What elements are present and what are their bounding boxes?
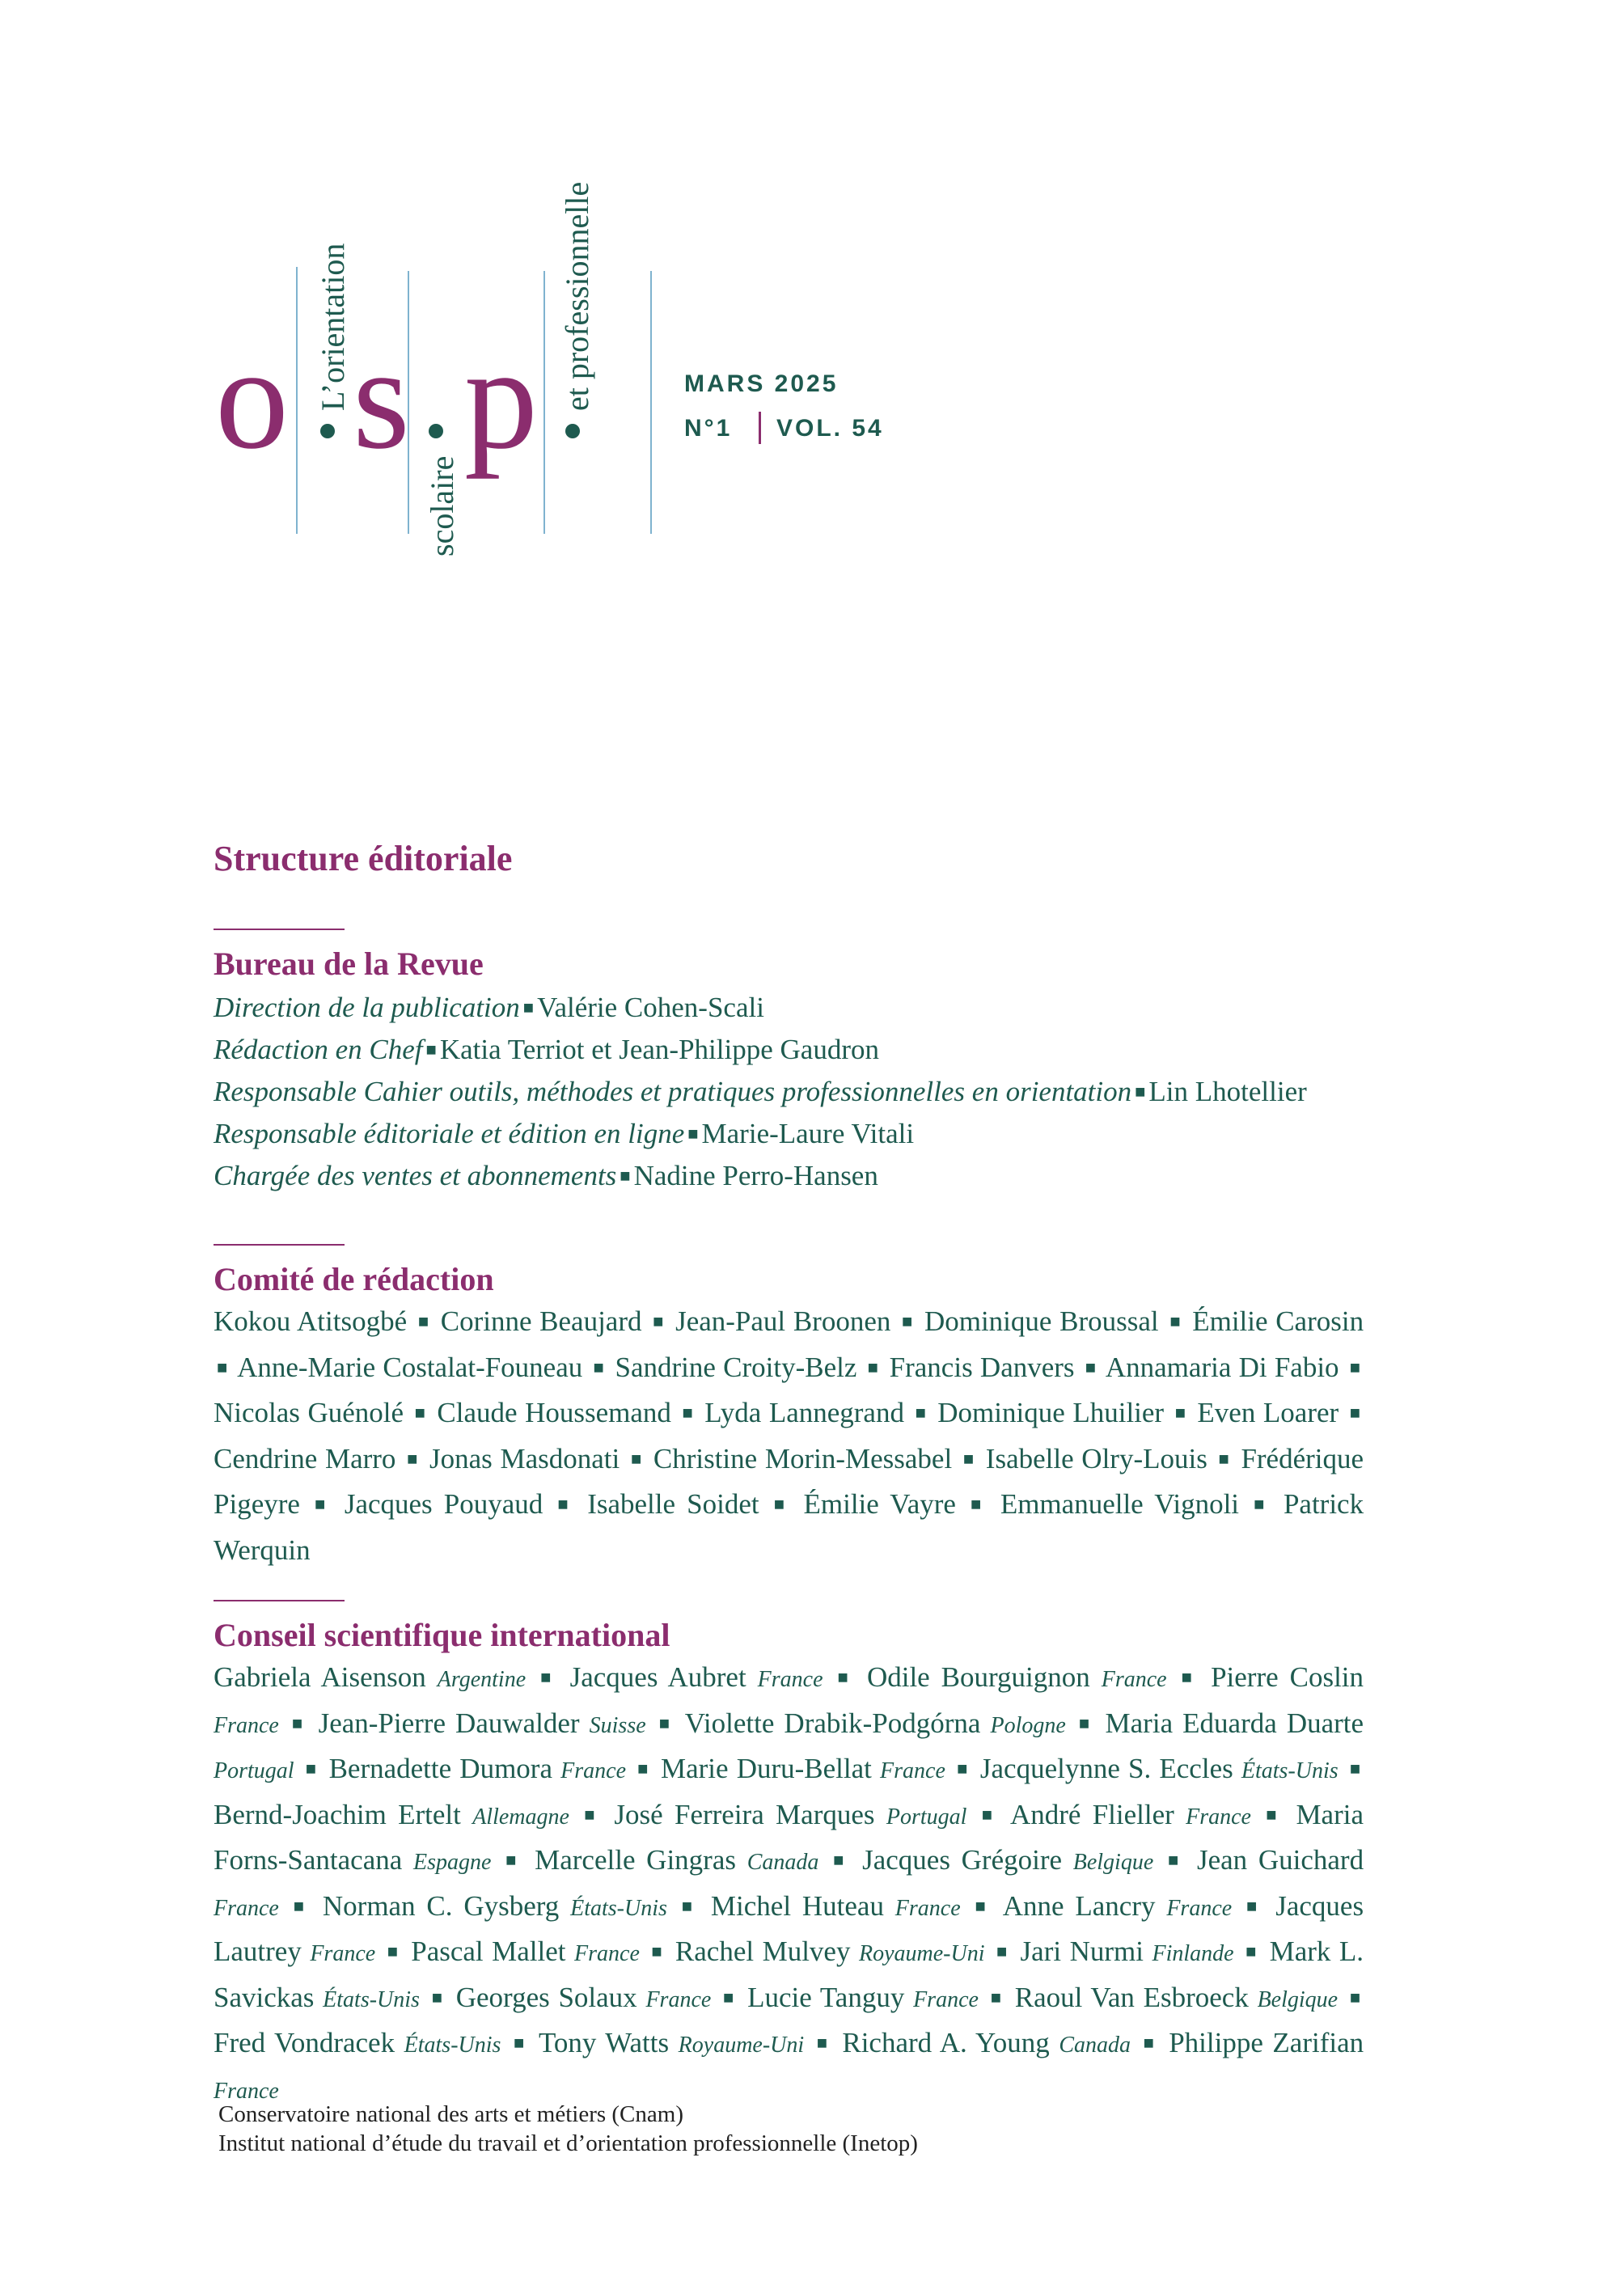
- conseil-member-country: France: [214, 1895, 279, 1921]
- comite-member-list: [214, 1301, 1364, 1572]
- bureau-role: Responsable éditoriale et édition en ligne: [214, 1118, 685, 1149]
- comite-member: Dominique Broussal: [924, 1305, 1159, 1337]
- conseil-member-country: Finlande: [1152, 1941, 1234, 1966]
- conseil-member-country: Suisse: [589, 1712, 646, 1738]
- conseil-member-country: France: [894, 1895, 961, 1921]
- conseil-member-name: Pascal Mallet: [411, 1936, 566, 1967]
- comite-member: Émilie Vayre: [803, 1488, 956, 1520]
- conseil-member-country: France: [1166, 1895, 1233, 1921]
- bureau-row: Direction de la publication ■ Valérie Cohen-Scali: [214, 992, 764, 1023]
- conseil-member-country: France: [913, 1986, 979, 2012]
- separator-square: ■: [1143, 2033, 1157, 2053]
- logo-dot-3: [565, 424, 580, 438]
- separator-square: ■: [996, 1941, 1009, 1961]
- conseil-member-name: Rachel Mulvey: [675, 1936, 851, 1967]
- separator-square: ■: [593, 1356, 605, 1377]
- separator-square: ■: [1246, 1895, 1262, 1916]
- conseil-member-name: Marie Duru-Bellat: [661, 1753, 872, 1784]
- section-rule-conseil: [214, 1600, 345, 1601]
- bureau-names: Katia Terriot et Jean-Philippe Gaudron: [439, 1034, 879, 1065]
- separator-square: ■: [1245, 1941, 1258, 1961]
- conseil-member-name: Anne Lancry: [1002, 1889, 1156, 1922]
- separator-square: ■: [1078, 1712, 1093, 1733]
- conseil-member-country: France: [645, 1986, 712, 2012]
- separator-square: ■: [653, 1311, 665, 1331]
- footer-institution-1: Conservatoire national des arts et métiers (Cnam): [218, 2101, 683, 2127]
- bureau-row: Chargée des ventes et abonnements ■ Nadine Perro-Hansen: [214, 1160, 878, 1191]
- conseil-member-name: Gabriela Aisenson: [214, 1661, 426, 1693]
- issue-divider: [759, 412, 761, 444]
- separator-square: ■: [1181, 1667, 1197, 1687]
- comite-member: Christine Morin-Messabel: [653, 1442, 953, 1474]
- conseil-member-country: France: [214, 1712, 279, 1738]
- issue-volume: VOL. 54: [776, 415, 884, 442]
- separator-square: ■: [414, 1402, 426, 1423]
- comite-member: Dominique Lhuilier: [937, 1397, 1165, 1428]
- conseil-member-country: France: [1101, 1667, 1167, 1692]
- logo-dot-2: [429, 424, 443, 438]
- separator-square: ■: [957, 1758, 969, 1779]
- conseil-member-country: France: [1186, 1804, 1251, 1830]
- separator-square: ■: [990, 1986, 1003, 2007]
- separator-square: ■: [915, 1402, 927, 1423]
- conseil-member-name: Jacques Lautrey: [214, 1889, 1364, 1967]
- separator-square: ■: [417, 1311, 430, 1331]
- separator-square: ■: [682, 1402, 694, 1423]
- separator-square: ■: [630, 1448, 643, 1469]
- conseil-member-name: Bernd-Joachim Ertelt: [214, 1798, 461, 1830]
- conseil-member-name: Bernadette Dumora: [328, 1753, 552, 1784]
- logo-letter-s: s: [353, 317, 410, 480]
- separator-square: ■: [1349, 1356, 1361, 1377]
- conseil-member-country: Canada: [1059, 2033, 1131, 2058]
- conseil-member-name: Philippe Zarifian: [1169, 2027, 1364, 2058]
- separator-square: ■: [291, 1712, 306, 1733]
- comite-member: Jean-Paul Broonen: [675, 1305, 891, 1337]
- logo-rule-4: [650, 271, 652, 534]
- separator-square: ■: [513, 2033, 527, 2053]
- comite-member: Nicolas Guénolé: [214, 1397, 404, 1428]
- separator-square: ■: [540, 1667, 556, 1687]
- separator-square: ■: [293, 1895, 309, 1916]
- separator-square: ■: [723, 1986, 736, 2007]
- conseil-member-name: Norman C. Gysberg: [322, 1889, 560, 1922]
- logo-word-scolaire: scolaire: [424, 455, 460, 556]
- separator-square: ■: [315, 1494, 330, 1514]
- conseil-member-name: Georges Solaux: [455, 1981, 637, 2013]
- separator-square: ■: [1085, 1356, 1097, 1377]
- separator-square: ■: [837, 1667, 852, 1687]
- bureau-role: Responsable Cahier outils, méthodes et pratiques professionnelles en orientation: [214, 1076, 1132, 1107]
- conseil-member-name: Mark L. Savickas: [214, 1936, 1364, 2013]
- conseil-heading: Conseil scientifique international: [214, 1617, 670, 1653]
- separator-square: ■: [975, 1895, 990, 1916]
- comite-member: Francis Danvers: [889, 1351, 1075, 1383]
- bureau-row: Responsable éditoriale et édition en ligne ■ Marie-Laure Vitali: [214, 1118, 915, 1149]
- separator-square: ■: [816, 2033, 830, 2053]
- bureau-role: Chargée des ventes et abonnements: [214, 1160, 617, 1191]
- bureau-heading: Bureau de la Revue: [214, 946, 484, 982]
- separator-square: ■: [431, 1986, 444, 2007]
- conseil-member-country: Espagne: [412, 1850, 492, 1875]
- logo-rule-3: [543, 271, 545, 534]
- separator-square: ■: [387, 1941, 400, 1961]
- logo-letter-p: p: [464, 317, 538, 480]
- comite-member: Even Loarer: [1197, 1397, 1339, 1428]
- comite-member: Jonas Masdonati: [429, 1442, 620, 1474]
- conseil-member-name: Raoul Van Esbroeck: [1014, 1981, 1249, 2013]
- bureau-names: Lin Lhotellier: [1148, 1076, 1307, 1107]
- conseil-member-name: Jacques Aubret: [569, 1661, 746, 1693]
- bureau-role: Direction de la publication: [214, 992, 520, 1023]
- comite-member: Patrick Werquin: [214, 1488, 1364, 1566]
- conseil-member-country: Portugal: [214, 1758, 294, 1783]
- separator-square: ■: [1349, 1758, 1361, 1779]
- conseil-member-country: États-Unis: [570, 1895, 667, 1921]
- conseil-member-country: France: [574, 1941, 640, 1966]
- separator-square: ■: [1266, 1804, 1282, 1825]
- separator-square: ■: [1349, 1402, 1361, 1423]
- comite-member: Annamaria Di Fabio: [1105, 1351, 1339, 1383]
- bureau-row: Responsable Cahier outils, méthodes et pratiques professionnelles en orientation ■ Lin Lhotellier: [214, 1076, 1307, 1107]
- logo-letter-o: o: [215, 317, 289, 480]
- conseil-member-name: Odile Bourguignon: [866, 1661, 1090, 1693]
- conseil-member-country: Royaume-Uni: [858, 1941, 985, 1966]
- separator-square: ■: [833, 1850, 848, 1870]
- separator-square: ■: [637, 1758, 649, 1779]
- comite-member: Isabelle Soidet: [587, 1488, 759, 1520]
- conseil-member-name: Jari Nurmi: [1020, 1936, 1144, 1967]
- conseil-member-list: [214, 1656, 1364, 2113]
- comite-member: Isabelle Olry-Louis: [985, 1442, 1207, 1474]
- separator-square: ■: [658, 1712, 673, 1733]
- bureau-role: Rédaction en Chef: [214, 1034, 423, 1065]
- conseil-member-name: Jacquelynne S. Eccles: [979, 1753, 1233, 1784]
- separator-square: ■: [1168, 1850, 1183, 1870]
- comite-member: Corinne Beaujard: [440, 1305, 642, 1337]
- separator-square: ■: [962, 1448, 975, 1469]
- separator-square: ■: [1254, 1494, 1269, 1514]
- section-rule-comite: [214, 1244, 345, 1246]
- conseil-member-country: États-Unis: [323, 1986, 420, 2012]
- logo-word-orientation: L’orientation: [315, 243, 351, 411]
- conseil-member-country: France: [560, 1758, 626, 1783]
- comite-member: Lyda Lannegrand: [704, 1397, 904, 1428]
- conseil-member-name: Jean Guichard: [1196, 1844, 1364, 1876]
- separator-square: ■: [1169, 1311, 1182, 1331]
- conseil-member-name: Richard A. Young: [842, 2027, 1050, 2058]
- conseil-member-name: Jean-Pierre Dauwalder: [318, 1707, 580, 1739]
- bureau-names: Nadine Perro-Hansen: [633, 1160, 878, 1191]
- conseil-member-country: Pologne: [990, 1712, 1066, 1738]
- conseil-member-name: André Flieller: [1009, 1798, 1174, 1830]
- conseil-member-name: Maria Forns-Santacana: [214, 1798, 1364, 1876]
- separator-square: ■: [902, 1311, 914, 1331]
- conseil-member-name: Fred Vondracek: [214, 2027, 395, 2058]
- conseil-member-country: France: [757, 1667, 823, 1692]
- separator-square: ■: [1174, 1402, 1186, 1423]
- conseil-member-country: Argentine: [437, 1667, 527, 1692]
- conseil-member-name: Pierre Coslin: [1211, 1661, 1364, 1693]
- comite-member: Anne-Marie Costalat-Founeau: [237, 1351, 583, 1383]
- logo-dot-1: [320, 424, 335, 438]
- separator-square: ■: [505, 1850, 521, 1870]
- separator-square: ■: [407, 1448, 419, 1469]
- conseil-member-country: Allemagne: [472, 1804, 569, 1830]
- conseil-member-name: Marcelle Gingras: [535, 1844, 736, 1876]
- conseil-member-country: France: [880, 1758, 945, 1783]
- page-title: Structure éditoriale: [214, 839, 513, 878]
- conseil-member-name: José Ferreira Marques: [614, 1798, 875, 1830]
- conseil-member-name: Violette Drabik-Podgórna: [684, 1707, 981, 1739]
- bureau-names: Marie-Laure Vitali: [701, 1118, 915, 1149]
- separator-square: ■: [681, 1895, 697, 1916]
- conseil-member-country: Portugal: [886, 1804, 967, 1830]
- separator-square: ■: [1218, 1448, 1230, 1469]
- comite-heading: Comité de rédaction: [214, 1261, 494, 1297]
- comite-member: Cendrine Marro: [214, 1442, 396, 1474]
- separator-square: ■: [584, 1804, 600, 1825]
- logo-rule-1: [296, 267, 298, 534]
- issue-date: MARS 2025: [684, 370, 839, 397]
- separator-square: ■: [981, 1804, 997, 1825]
- bureau-names: Valérie Cohen-Scali: [537, 992, 764, 1023]
- logo-word-professionnelle: et professionnelle: [559, 181, 595, 411]
- conseil-member-country: États-Unis: [1241, 1758, 1339, 1783]
- comite-member: Emmanuelle Vignoli: [1000, 1488, 1240, 1520]
- comite-member: Émilie Carosin: [1192, 1305, 1364, 1337]
- separator-square: ■: [217, 1356, 228, 1377]
- conseil-member-name: Lucie Tanguy: [747, 1981, 905, 2013]
- conseil-member-country: France: [214, 2078, 279, 2104]
- separator-square: ■: [773, 1494, 789, 1514]
- bureau-row: Rédaction en Chef ■ Katia Terriot et Jean-Philippe Gaudron: [214, 1034, 879, 1065]
- conseil-member-name: Maria Eduarda Duarte: [1105, 1707, 1364, 1739]
- separator-square: ■: [1349, 1986, 1361, 2007]
- separator-square: ■: [971, 1494, 986, 1514]
- comite-member: Sandrine Croity-Belz: [615, 1351, 857, 1383]
- comite-member: Jacques Pouyaud: [344, 1488, 543, 1520]
- conseil-member-country: Royaume-Uni: [678, 2033, 805, 2058]
- conseil-member-country: Canada: [746, 1850, 819, 1875]
- separator-square: ■: [651, 1941, 664, 1961]
- comite-member: Frédérique Pigeyre: [214, 1442, 1364, 1520]
- conseil-member-country: France: [310, 1941, 376, 1966]
- separator-square: ■: [305, 1758, 318, 1779]
- comite-member: Kokou Atitsogbé: [214, 1305, 408, 1337]
- conseil-member-name: Michel Huteau: [710, 1889, 884, 1922]
- conseil-member-country: Belgique: [1257, 1986, 1339, 2012]
- conseil-member-country: Belgique: [1072, 1850, 1154, 1875]
- section-rule-bureau: [214, 929, 345, 930]
- conseil-member-name: Tony Watts: [538, 2027, 670, 2058]
- separator-square: ■: [557, 1494, 573, 1514]
- conseil-member-name: Jacques Grégoire: [862, 1844, 1063, 1876]
- separator-square: ■: [867, 1356, 879, 1377]
- comite-member: Claude Houssemand: [437, 1397, 671, 1428]
- conseil-member-country: États-Unis: [404, 2033, 501, 2058]
- footer-institution-2: Institut national d’étude du travail et d’orientation professionnelle (Inetop): [218, 2130, 918, 2156]
- issue-number: N°1: [684, 415, 733, 442]
